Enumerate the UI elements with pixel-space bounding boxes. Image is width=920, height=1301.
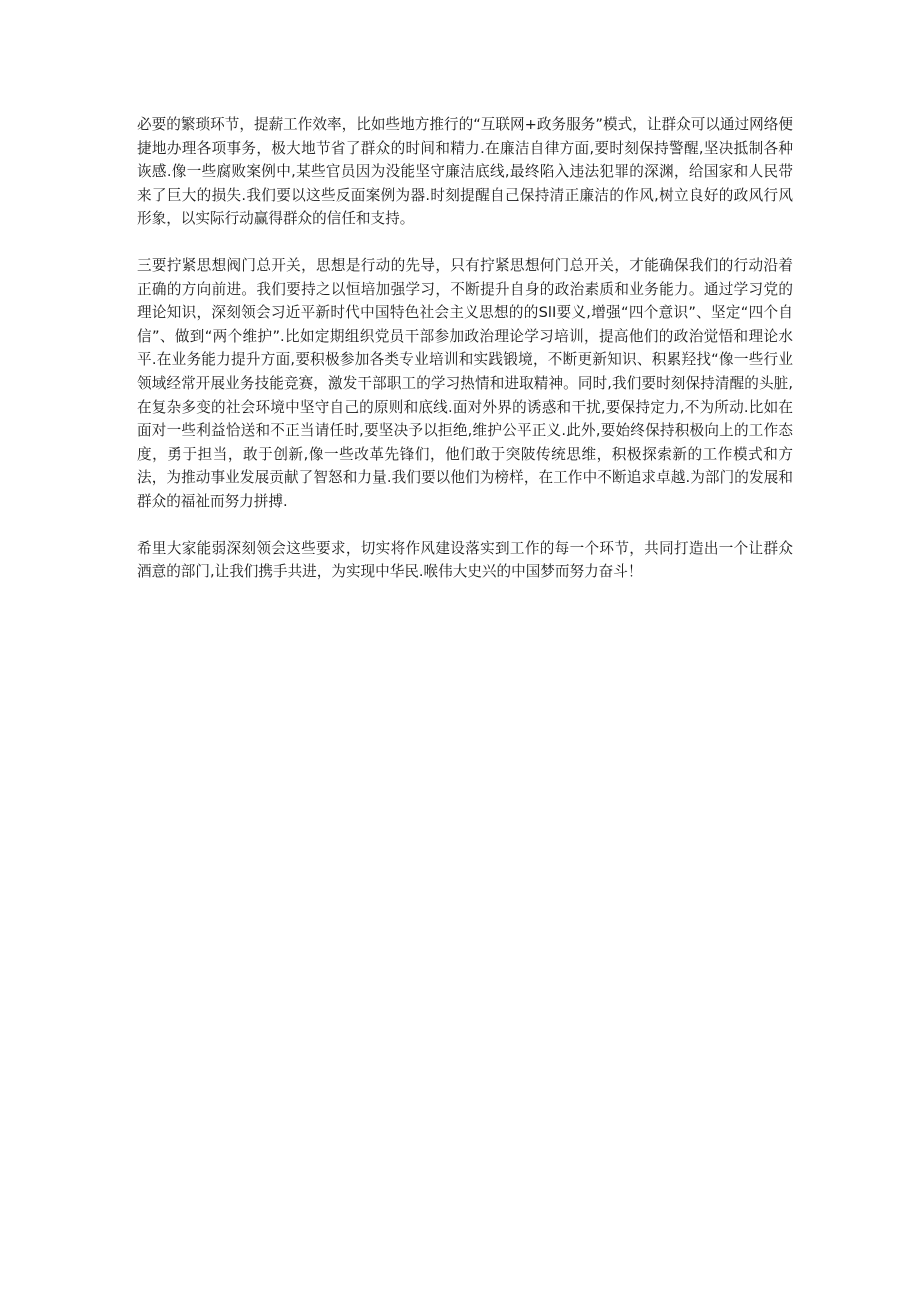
paragraph-2: 三要拧紧思想阀门总开关，思想是行动的先导，只有拧紧思想何门总开关，才能确保我们的行动沿着正确的方向前进。我们要持之以恒培加强学习，不断提升自身的政治素质和业务能力。通过学习党的理论知识，深刻领会习近平新时代中国特色社会主义思想的的SlI要义,增强“四个意识”、坚定“四个自信”、做到“两个维护”.比如定期组织党员干部参加政治理论学习培训，提高他们的政治觉悟和理论水平.在业务能力提升方面,要积极参加各类专业培训和实践锻境，不断更新知识、积累羟找“像一些行业领域经常开展业务技能竞赛，激发干部职工的学习热情和进取精神。同时,我们要时刻保持清醒的头脏,在复杂多变的社会环境中坚守自己的原则和底线.面对外界的诱惑和干扰,要保持定力,不为所动.比如在面对一些利益恰送和不正当请任时,要坚决予以拒绝,维护公平正义.此外,要始终保持积极向上的工作态度，勇于担当，敢于创新,像一些改革先锋们，他们敢于突陂传统思维，积极探索新的工作模式和方法，为推动事业发展贡献了智怒和力量.我们要以他们为榜样，在工作中不断追求卓越.为部门的发展和群众的福祉而努力拼搏. xyxy=(137,256,793,510)
document-body xyxy=(137,113,793,607)
paragraph-3: 希里大家能弱深刻领会这些要求，切实将作风建设落实到工作的每一个环节，共同打造出一个让群众酒意的部门,让我们携手共进，为实现中华民.喉伟大史兴的中国梦而努力奋斗！ xyxy=(137,539,793,581)
paragraph-1: 必要的繁琐环节，提薪工作效率，比如些地方推行的“互联网+政务服务”模式，让群众可以通过网络便捷地办理各项事务，极大地节省了群众的时间和精力.在廉洁自律方面,要时刻保持警醒,坚决抵制各种诙感.像一些腐败案例中,某些官员因为没能坚守廉洁底线,最终陷入违法犯罪的深渊，给国家和人民带来了巨大的损失.我们要以这些反面案例为器.时刻提醒自己保持清正廉洁的作风,树立良好的政风行风形象，以实际行动赢得群众的信任和支持。 xyxy=(137,116,793,228)
